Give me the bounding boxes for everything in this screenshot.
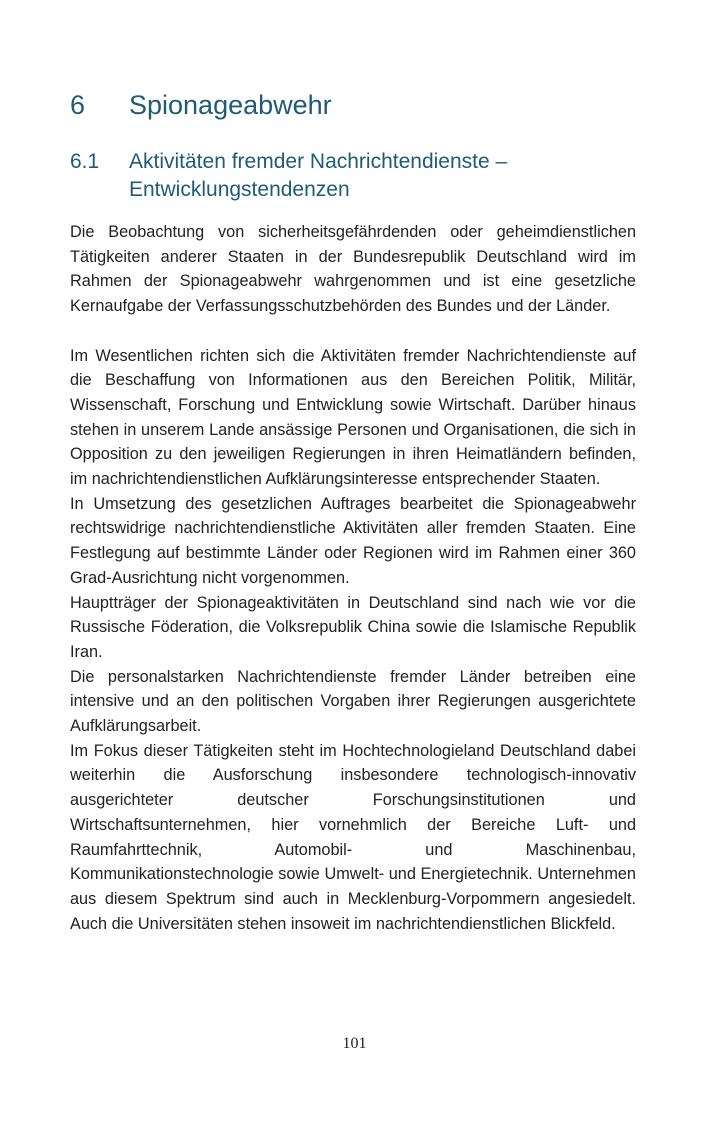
- section-heading: [70, 148, 636, 204]
- paragraph: Die personalstarken Nachrichtendienste fremder Länder betreiben eine intensive und an den politischen Vorgaben ihrer Regierungen ausgerichtete Aufklärungsarbeit.: [70, 667, 636, 736]
- section-number: 6.1: [70, 150, 100, 173]
- page-number: 101: [342, 1035, 367, 1052]
- chapter-title: Spionageabwehr: [129, 90, 332, 120]
- section-title-line2: Entwicklungstendenzen: [129, 178, 350, 201]
- paragraph: Im Fokus dieser Tätigkeiten steht im Hochtechnologieland Deutschland dabei weiterhin die Ausforschung insbesondere technologisch-innovativ ausgerichteter deutscher Forschungsinstitutionen und Wirtschaftsunternehmen, hier vornehmlich der Bereiche Luft- und Raumfahrttechnik, Automobil- und Maschinenbau, Kommunikationstechnologie sowie Umwelt- und Energietechnik. Unternehmen aus diesem Spektrum sind auch in Mecklenburg-Vorpommern angesiedelt. Auch die Universitäten stehen insoweit im nachrichtendienstlichen Blickfeld.: [70, 741, 636, 933]
- chapter-heading: [70, 88, 636, 122]
- chapter-number: 6: [70, 90, 86, 120]
- paragraph: Hauptträger der Spionageaktivitäten in Deutschland sind nach wie vor die Russische Föderation, die Volksrepublik China sowie die Islamische Republik Iran.: [70, 593, 636, 661]
- body-text: [70, 220, 636, 936]
- paragraph: Die Beobachtung von sicherheitsgefährdenden oder geheimdienstlichen Tätigkeiten anderer Staaten in der Bundesrepublik Deutschland wird im Rahmen der Spionageabwehr wahrgenommen und ist eine gesetzliche Kernaufgabe der Verfassungsschutzbehörden des Bundes und der Länder.: [70, 223, 636, 316]
- paragraph: Im Wesentlichen richten sich die Aktivitäten fremder Nachrichtendienste auf die Beschaffung von Informationen aus den Bereichen Politik, Militär, Wissenschaft, Forschung und Entwicklung sowie Wirtschaft. Darüber hinaus stehen in unserem Lande ansässige Personen und Organisationen, die sich in Opposition zu den jeweiligen Regierungen in ihren Heimatländern befinden, im nachrichtendienstlichen Aufklärungsinteresse entsprechender Staaten.: [70, 346, 636, 489]
- paragraph: In Umsetzung des gesetzlichen Auftrages bearbeitet die Spionageabwehr rechtswidrige nachrichtendienstliche Aktivitäten aller fremden Staaten. Eine Festlegung auf bestimmte Länder oder Regionen wird im Rahmen einer 360 Grad-Ausrichtung nicht vorgenommen.: [70, 494, 636, 587]
- section-title-line1: Aktivitäten fremder Nachrichtendienste –: [129, 150, 508, 173]
